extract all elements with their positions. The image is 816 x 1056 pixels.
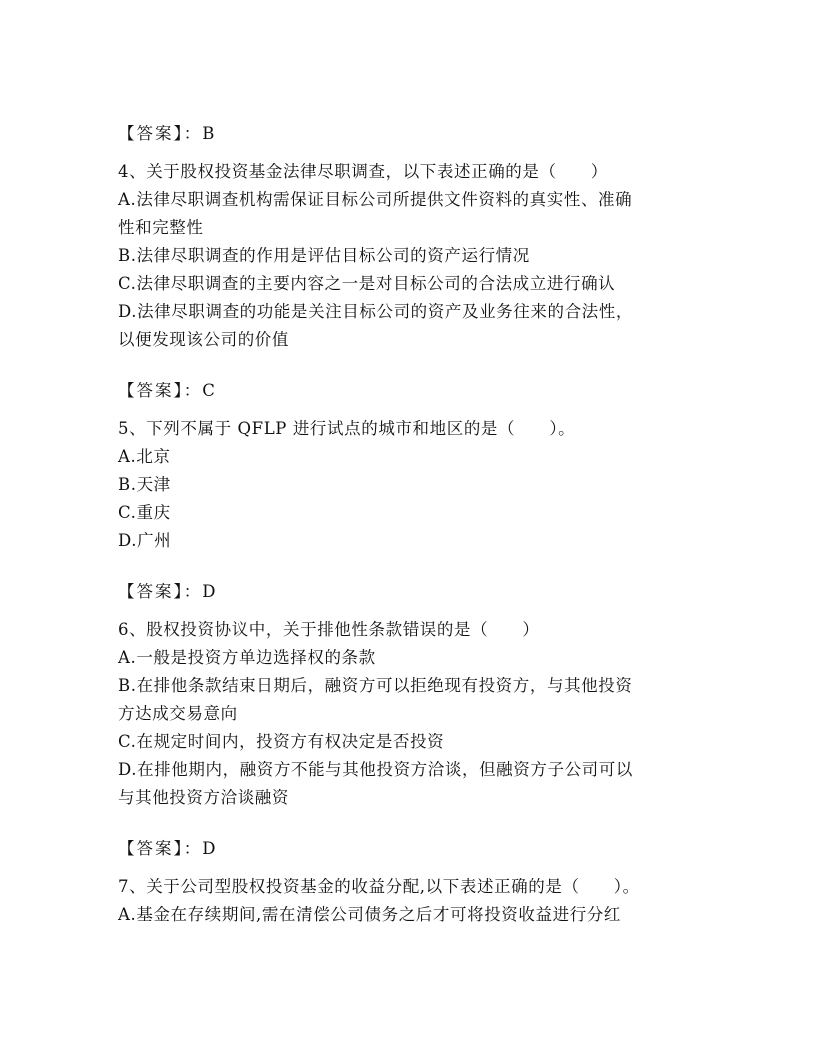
option-b: B.天津 [118, 475, 171, 494]
option-d-line-1: D.法律尽职调查的功能是关注目标公司的资产及业务往来的合法性， [118, 302, 633, 321]
option-d-line-1: D.在排他期内，融资方不能与其他投资方洽谈，但融资方子公司可以 [118, 760, 633, 779]
option-a: A.基金在存续期间,需在清偿公司债务之后才可将投资收益进行分红 [118, 905, 622, 924]
question-block [118, 158, 692, 354]
answer-line: 【答案】：D [118, 582, 218, 601]
option-d-line-2: 与其他投资方洽谈融资 [118, 788, 289, 807]
question-title: 7、关于公司型股权投资基金的收益分配,以下表述正确的是（ ）。 [118, 877, 640, 896]
option-c: C.重庆 [118, 503, 171, 522]
answer-line: 【答案】：C [118, 381, 217, 400]
spacer [118, 354, 692, 377]
option-a-line-1: A.法律尽职调查机构需保证目标公司所提供文件资料的真实性、准确 [118, 190, 633, 209]
spacer [118, 812, 692, 835]
option-d-line-2: 以便发现该公司的价值 [118, 330, 289, 349]
question-block [118, 415, 692, 555]
option-b-line-1: B.在排他条款结束日期后，融资方可以拒绝现有投资方，与其他投资 [118, 676, 633, 695]
option-a-line-2: 性和完整性 [118, 218, 204, 237]
option-d: D.广州 [118, 531, 172, 550]
question-title: 5、下列不属于 QFLP 进行试点的城市和地区的是（ ）。 [118, 419, 576, 438]
question-block [118, 873, 692, 929]
option-a: A.一般是投资方单边选择权的条款 [118, 648, 376, 667]
question-block [118, 616, 692, 812]
answer-line: 【答案】：D [118, 839, 218, 858]
option-a: A.北京 [118, 447, 171, 466]
option-b-line-2: 方达成交易意向 [118, 704, 238, 723]
question-title: 4、关于股权投资基金法律尽职调查，以下表述正确的是（ ） [118, 162, 608, 181]
option-c: C.在规定时间内，投资方有权决定是否投资 [118, 732, 445, 751]
option-b: B.法律尽职调查的作用是评估目标公司的资产运行情况 [118, 246, 530, 265]
answer-line: 【答案】：B [118, 124, 217, 143]
spacer [118, 555, 692, 578]
option-c: C.法律尽职调查的主要内容之一是对目标公司的合法成立进行确认 [118, 274, 616, 293]
question-title: 6、股权投资协议中，关于排他性条款错误的是（ ） [118, 620, 540, 639]
